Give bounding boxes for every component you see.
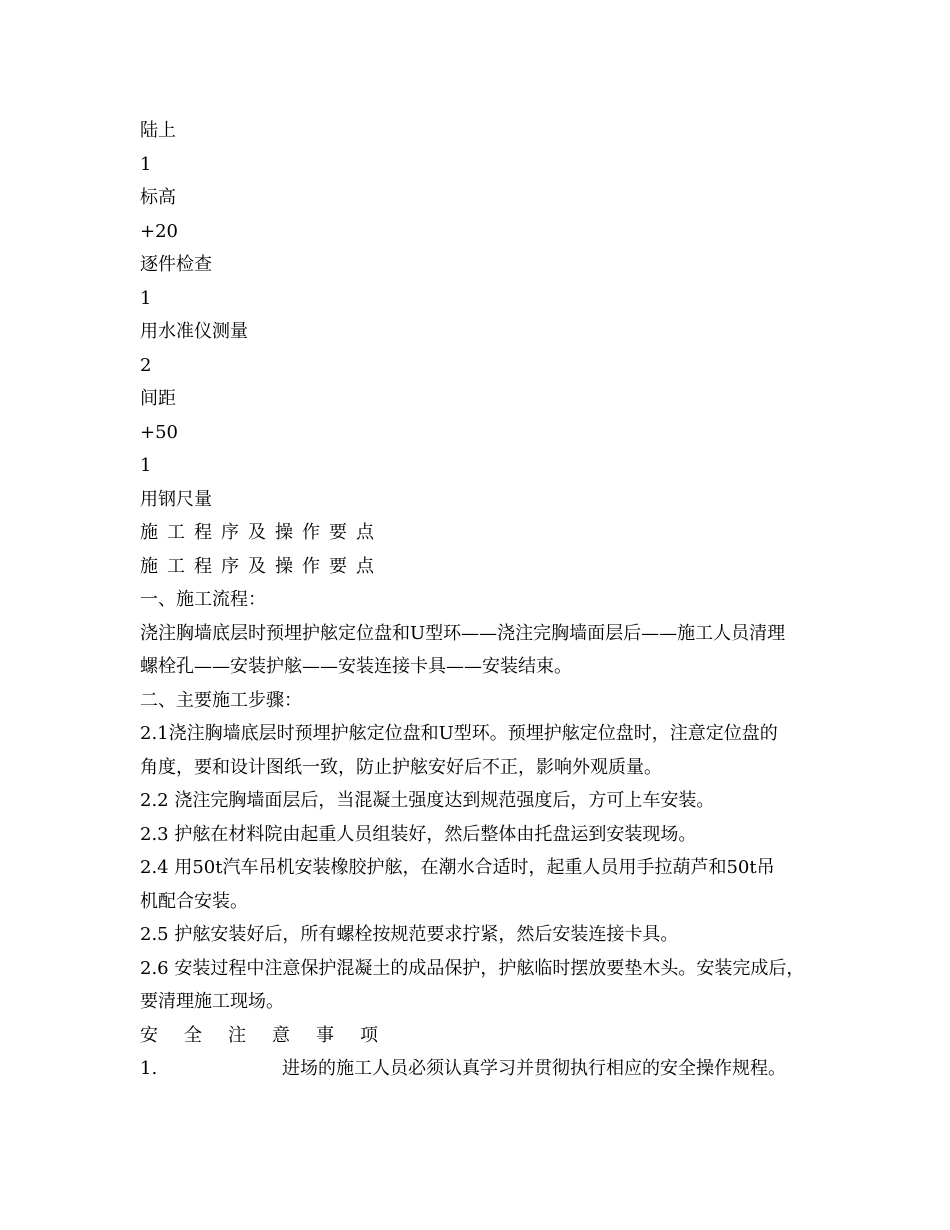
table-cell-index: 1 xyxy=(140,153,152,175)
table-cell-count: 1 xyxy=(140,287,152,309)
step-2-4-line: 机配合安装。 xyxy=(140,890,248,912)
table-cell-location: 陆上 xyxy=(140,120,176,141)
section-heading: 施工程序及操作要点 xyxy=(140,522,383,543)
step-2-6-line: 要清理施工现场。 xyxy=(140,991,284,1012)
subheading-process-flow: 一、施工流程： xyxy=(140,589,266,610)
step-2-5: 2.5 护舷安装好后，所有螺栓按规范要求拧紧，然后安装连接卡具。 xyxy=(140,924,679,945)
step-2-1-line: 角度，要和设计图纸一致，防止护舷安好后不正，影响外观质量。 xyxy=(140,756,662,778)
paragraph-line: 螺栓孔——安装护舷——安装连接卡具——安装结束。 xyxy=(140,656,572,677)
step-2-4-line: 2.4 用50t汽车吊机安装橡胶护舷，在潮水合适时，起重人员用手拉葫芦和50t吊 xyxy=(140,857,775,878)
subheading-main-steps: 二、主要施工步骤： xyxy=(140,689,302,711)
table-cell-tolerance: +50 xyxy=(140,421,178,443)
safety-heading: 安全注意事项 xyxy=(140,1024,404,1046)
safety-item-number: 1. xyxy=(140,1058,158,1079)
step-2-3: 2.3 护舷在材料院由起重人员组装好，然后整体由托盘运到安装现场。 xyxy=(140,823,697,845)
section-heading: 施工程序及操作要点 xyxy=(140,555,383,577)
table-cell-item: 间距 xyxy=(140,388,176,409)
step-2-6-line: 2.6 安装过程中注意保护混凝土的成品保护，护舷临时摆放要垫木头。安装完成后， xyxy=(140,957,805,979)
document-page xyxy=(140,114,830,1086)
step-2-2: 2.2 浇注完胸墙面层后，当混凝土强度达到规范强度后，方可上车安装。 xyxy=(140,790,715,811)
table-cell-method: 用钢尺量 xyxy=(140,488,212,510)
safety-item xyxy=(140,1052,830,1086)
table-cell-method: 用水准仪测量 xyxy=(140,321,248,342)
table-cell-quantity: 逐件检查 xyxy=(140,254,212,275)
table-cell-index: 2 xyxy=(140,354,152,376)
paragraph-line: 浇注胸墙底层时预埋护舷定位盘和U型环——浇注完胸墙面层后——施工人员清理 xyxy=(140,622,786,644)
table-cell-tolerance: +20 xyxy=(140,220,178,242)
step-2-1-line: 2.1浇注胸墙底层时预埋护舷定位盘和U型环。预埋护舷定位盘时，注意定位盘的 xyxy=(140,723,778,744)
table-cell-count: 1 xyxy=(140,455,152,476)
safety-item-text: 进场的施工人员必须认真学习并贯彻执行相应的安全操作规程。 xyxy=(282,1058,786,1079)
table-cell-item: 标高 xyxy=(140,187,176,208)
